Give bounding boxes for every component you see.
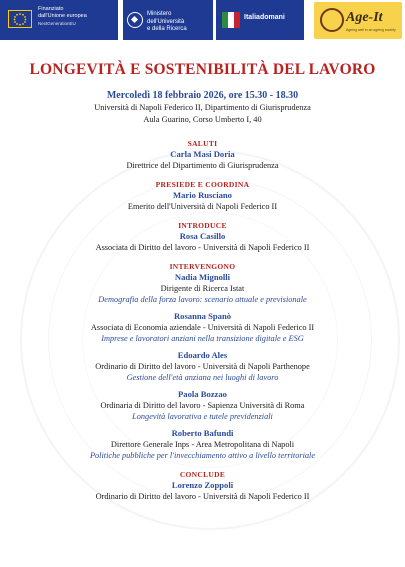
speaker-role: Ordinario di Diritto del lavoro - Università di Napoli Parthenope — [95, 362, 310, 371]
talk-title: Gestione dell'età anziana nei luoghi di lavoro — [126, 373, 279, 382]
introduce-speaker-name: Rosa Casillo — [179, 231, 226, 241]
speaker-name: Nadia Mignolli — [174, 272, 231, 282]
talk-title: Imprese e lavoratori anziani nella transizione digitale e ESG — [101, 334, 304, 343]
speaker-role: Direttore Generale Inps - Area Metropolitana di Napoli — [110, 440, 295, 449]
saluti-speaker-role: Direttrice del Dipartimento di Giurisprudenza — [126, 161, 279, 170]
speaker-entry — [0, 389, 405, 422]
eu-flag-icon — [8, 10, 32, 28]
eu-line1: Finanziato — [38, 6, 64, 12]
conclude-label: CONCLUDE — [179, 470, 226, 479]
saluti-label: SALUTI — [187, 139, 218, 148]
eu-line2: dall'Unione europea — [38, 13, 87, 19]
conclude-section — [0, 470, 405, 502]
mur-logo-text — [147, 11, 187, 34]
speaker-role: Associata di Economia aziendale - Università di Napoli Federico II — [90, 323, 315, 332]
venue-line-2: Aula Guarino, Corso Umberto I, 40 — [143, 114, 262, 124]
italian-flag-icon — [222, 12, 240, 28]
saluti-section — [0, 139, 405, 171]
speaker-role: Dirigente di Ricerca Istat — [160, 284, 245, 293]
mur-line2: dell'Università — [147, 18, 185, 25]
intervengono-label: INTERVENGONO — [169, 262, 236, 271]
republic-emblem-icon — [127, 12, 143, 28]
speaker-name: Rosanna Spanò — [173, 311, 232, 321]
logo-bar — [0, 0, 405, 40]
ageit-circle-icon — [320, 8, 344, 32]
eu-logo-text — [38, 6, 116, 27]
speaker-entry — [0, 350, 405, 383]
event-date-time: Mercoledì 18 febbraio 2026, ore 15.30 - 18.30 — [106, 90, 299, 101]
presiede-section — [0, 180, 405, 212]
event-program — [0, 60, 405, 502]
presiede-speaker-role: Emerito dell'Università di Napoli Federico II — [127, 202, 278, 211]
speaker-entry — [0, 428, 405, 461]
ageit-label: Age-It — [346, 10, 383, 25]
eu-nextgen-logo — [0, 0, 118, 40]
talk-title: Politiche pubbliche per l'invecchiamento attivo a livello territoriale — [89, 451, 316, 460]
saluti-speaker-name: Carla Masi Doria — [170, 149, 235, 159]
introduce-speaker-role: Associata di Diritto del lavoro - Università di Napoli Federico II — [95, 243, 310, 252]
talk-title: Longevità lavorativa e tutele previdenziali — [132, 412, 273, 421]
presiede-speaker-name: Mario Rusciano — [173, 190, 232, 200]
introduce-label: INTRODUCE — [178, 221, 227, 230]
speaker-role: Ordinaria di Diritto del lavoro - Sapienza Università di Roma — [100, 401, 305, 410]
introduce-section — [0, 221, 405, 253]
talk-title: Demografia della forza lavoro: scenario attuale e previsionale — [98, 295, 307, 304]
venue-line-1: Università di Napoli Federico II, Dipartimento di Giurisprudenza — [94, 103, 311, 112]
mur-logo — [123, 0, 213, 40]
mur-line3: e della Ricerca — [147, 26, 187, 32]
speaker-name: Roberto Bafundi — [171, 428, 234, 438]
conclude-speaker-role: Ordinario di Diritto del lavoro - Università di Napoli Federico II — [95, 492, 310, 501]
italiadomani-logo — [216, 0, 304, 40]
speaker-name: Paola Bozzao — [178, 389, 227, 399]
eu-line3: NextGenerationEU — [38, 21, 76, 26]
speaker-name: Edoardo Ales — [177, 350, 228, 360]
intervengono-section — [0, 262, 405, 461]
speaker-entry — [0, 311, 405, 344]
speaker-entry — [0, 272, 405, 305]
presiede-label: PRESIEDE E COORDINA — [155, 180, 250, 189]
conclude-speaker-name: Lorenzo Zoppoli — [171, 480, 234, 490]
mur-line1: Ministero — [147, 11, 172, 17]
ageit-tagline: Ageing well in an ageing society — [346, 28, 396, 32]
italiadomani-label: Italiadomani — [244, 14, 285, 21]
event-title: LONGEVITÀ E SOSTENIBILITÀ DEL LAVORO — [29, 61, 376, 78]
ageit-logo — [314, 2, 402, 39]
